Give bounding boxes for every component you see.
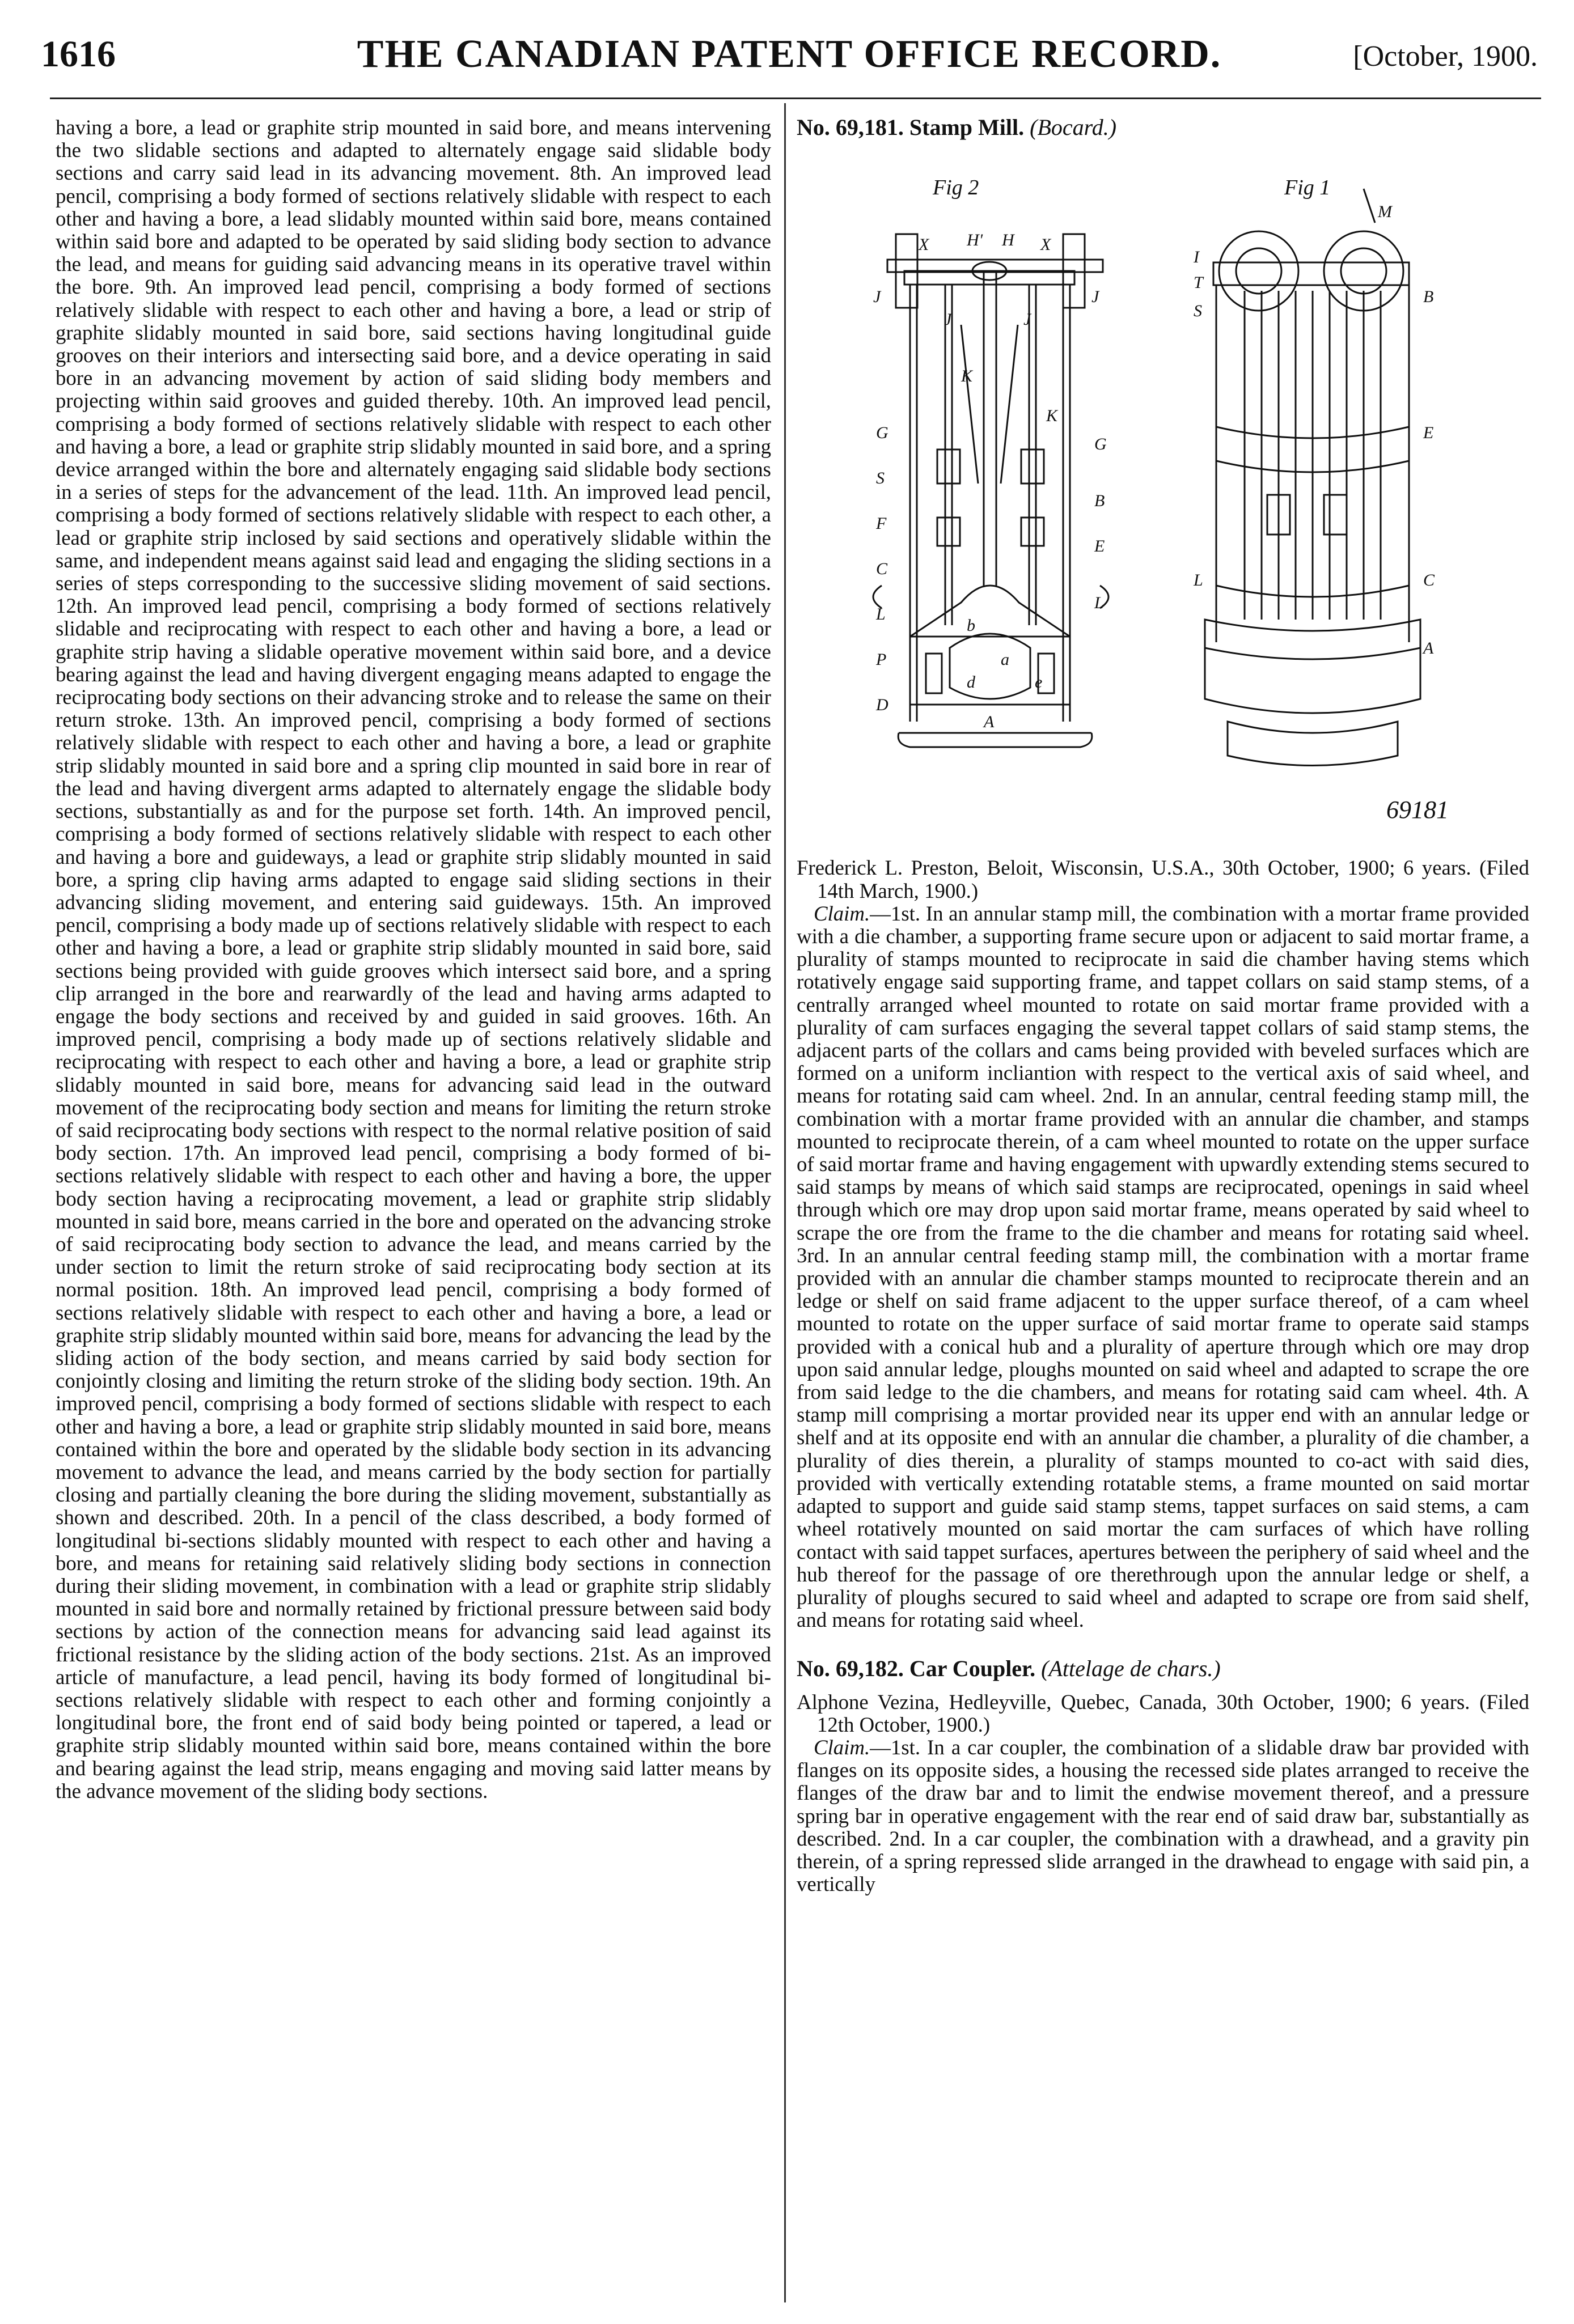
fig2-label: G: [876, 423, 888, 443]
fig2-label: E: [1094, 537, 1105, 556]
column-divider: [784, 103, 786, 2302]
fig1-label: E: [1423, 423, 1434, 443]
patent-title: Car Coupler.: [909, 1656, 1036, 1682]
fig2-label: e: [1035, 673, 1043, 692]
fig2-label: b: [967, 616, 975, 635]
fig-1-caption: Fig 1: [1284, 176, 1331, 200]
header-rule: [50, 97, 1541, 99]
fig2-label: D: [876, 695, 888, 715]
claims-69181: [797, 902, 1529, 1632]
right-column: [797, 116, 1529, 2310]
patent-mark: 69181: [1386, 796, 1449, 824]
fig2-label: H': [967, 231, 983, 250]
fig2-label: L: [1094, 593, 1104, 613]
patent-number: No. 69,181.: [797, 116, 904, 140]
fig2-label: F: [876, 514, 887, 533]
fig2-label: K: [1046, 406, 1058, 426]
fig2-label: d: [967, 673, 975, 692]
fig1-label: L: [1194, 571, 1203, 590]
left-column: [56, 116, 771, 2310]
stamp-mill-drawing: [797, 155, 1529, 835]
fig2-label: J: [944, 310, 952, 329]
page-number: 1616: [41, 33, 116, 75]
fig2-label: J: [1023, 310, 1031, 329]
journal-title: THE CANADIAN PATENT OFFICE RECORD.: [357, 32, 1222, 76]
fig2-label: G: [1094, 435, 1107, 454]
fig1-label: T: [1194, 273, 1203, 292]
fig1-label: I: [1194, 248, 1199, 267]
patent-french-title: (Bocard.): [1030, 116, 1117, 140]
fig1-label: A: [1423, 639, 1434, 658]
fig-2-drawing: [873, 234, 1108, 747]
claim-text: —1st. In an annular stamp mill, the combination with a mortar frame provided with a die chamber, a supporting frame secure upon or adjacent to said mortar frame, a plurality of stamps mounted to reciprocate in said die chamber having stems which rotatively engage said supporting frame, and tappet collars on said stamp stems, of a centrally arranged wheel mounted to rotate on said mortar frame provided with a plurality of cam surfaces engaging the several tappet collars of said stamp stems, the adjacent parts of the collars and cams being provided with beveled surfaces which are formed on a uniform incliantion with respect to the vertical axis of said wheel, and means for rotating said cam wheel. 2nd. In an annular, central feeding stamp mill, the combination with a mortar frame provided with an annular die chamber, and stamps mounted to reciprocate therein, of a cam wheel mounted to rotate on the upper surface of said mortar frame and having engagement with upwardly extending stems secured to said stamps by means of which said stamps are reciprocated, openings in said wheel through which ore may drop upon said mortar frame, means operated by said wheel to scrape the ore from the frame to the die chamber and means for rotating said wheel. 3rd. In an annular central feeding stamp mill, the combination with a mortar frame provided with an annular die chamber stamps mounted to reciprocate therein and an ledge or shelf on said frame adjacent to the upper surface thereof, of a cam wheel mounted to rotate on the upper surface of said mortar frame to operate said stamps provided with a conical hub and a plurality of aperture through which ore may drop upon said annular ledge, ploughs mounted on said wheel and adapted to scrape the ore from said ledge to the die chambers, and means for rotating said cam wheel. 4th. A stamp mill comprising a mortar provided near its upper end with an annular ledge or shelf and at its opposite end with an annular die chamber, a plurality of die chamber, a plurality of dies therein, a plurality of stamps mounted to co-act with said dies, provided with vertically extending rotatable stems, a frame mounted on said mortar adapted to support and guide said stamp stems, tappet surfaces on said stems, a cam wheel rotatively mounted on said mortar the cam surfaces of which have rolling contact with said tappet surfaces, apertures between the periphery of said wheel and the hub thereof for the passage of ore therethrough upon the annular ledge or shelf, a plurality of ploughs secured to said wheel and adapted to scrape ore from said shelf, and means for rotating said wheel.: [797, 901, 1529, 1632]
fig2-label: X: [919, 235, 929, 255]
claims-69182: [797, 1736, 1529, 1895]
fig2-label: L: [876, 605, 886, 624]
inventor-69182: Alphone Vezina, Hedleyville, Quebec, Canada, 30th October, 1900; 6 years. (Filed 12th October, 1900.): [797, 1690, 1529, 1736]
fig2-label: P: [876, 650, 887, 669]
fig1-label: B: [1423, 287, 1434, 307]
patent-french-title: (Attelage de chars.): [1041, 1656, 1221, 1682]
fig1-label: S: [1194, 302, 1202, 321]
issue-date: [October, 1900.: [1353, 40, 1538, 73]
fig2-label: J: [873, 287, 881, 307]
patent-heading-69181: [797, 116, 1529, 139]
claim-text: —1st. In a car coupler, the combination of a slidable draw bar provided with flanges on its opposite sides, a housing the recessed side plates arranged to receive the flanges of the draw bar and to limit the endwise movement thereof, and a pressure spring bar in operative engagement with the rear end of said draw bar, substantially as described. 2nd. In a car coupler, the combination with a drawhead, and a gravity pin therein, of a spring repressed slide arranged in the drawhead to engage with said pin, a vertically: [797, 1735, 1529, 1896]
fig1-label: C: [1423, 571, 1435, 590]
fig2-label: A: [984, 713, 995, 732]
inventor-69181: Frederick L. Preston, Beloit, Wisconsin, U.S.A., 30th October, 1900; 6 years. (Filed 14th March, 1900.): [797, 856, 1529, 902]
fig-1-drawing: [1205, 189, 1420, 766]
claims-continuation: having a bore, a lead or graphite strip mounted in said bore, and means intervening the two slidable sections and adapted to alternately engage said slidable body sections and carry said lead in its advancing movement. 8th. An improved lead pencil, comprising a body formed of sections relatively slidable with respect to each other and having a bore, a lead slidably mounted within said bore, means contained within said bore and adapted to be operated by said sliding body section to advance the lead, and means for guiding said advancing means in its operative travel within the bore. 9th. An improved lead pencil, comprising a body formed of sections relatively slidable with respect to each other and having a bore, a lead or strip of graphite slidably mounted in said bore, said sections having longitudinal guide grooves on their interiors and intersecting said bore, and a device operating in said bore in an advancing movement by action of said sliding body members and projecting within said grooves and guided thereby. 10th. An improved lead pencil, comprising a body formed of sections relatively slidable with respect to each other and having a bore, a lead or graphite strip slidably mounted in said bore, and a spring device arranged within the bore and alternately engaging said slidable body sections in a series of steps for the advancement of the lead. 11th. An improved lead pencil, comprising a body formed of sections relatively slidable with respect to each other, a lead or graphite strip inclosed by said sections and operatively slidable within the same, and independent means against said lead and engaging the sliding sections in a series of steps corresponding to the successive sliding movement of said sections. 12th. An improved lead pencil, comprising a body formed of sections relatively slidable and reciprocating with respect to each other and having a bore, a lead or graphite strip having a slidable operative movement within said bore, and a device bearing against the lead and having divergent engaging means adapted to engage the reciprocating body sections on their advancing stroke and to release the same on their return stroke. 13th. An improved pencil, comprising a body formed of sections relatively slidable with respect to each other and having a bore, a lead or graphite strip slidably mounted in said bore and a spring clip mounted in said bore in rear of the lead and having divergent arms adapted to alternately engage the slidable body sections, substantially as and for the purpose set forth. 14th. An improved pencil, comprising a body formed of sections relatively slidable with respect to each other and having a bore and guideways, a lead or graphite strip slidably mounted in said bore, a spring clip having arms adapted to engage said sliding sections in their advancing sliding movement, and entering said guideways. 15th. An improved pencil, comprising a body made up of sections relatively slidable with respect to each other and having a bore, a lead or graphite strip slidably mounted in said bore, said sections being provided with guide grooves which intersect said bore, and a spring clip arranged in the bore and rearwardly of the lead and having arms adapted to engage the body sections and received by and guided in said grooves. 16th. An improved pencil, comprising a body made up of sections relatively slidable and reciprocating with respect to each other and having a bore, a lead or graphite strip slidably mounted in said bore, means for advancing said lead in the outward movement of the reciprocating body section and means for limiting the return stroke of said reciprocating body sections with respect to the normal relative position of said body section. 17th. An improved lead pencil, comprising a body formed of bi-sections relatively slidable with respect to each other and having a bore, the upper body section having a reciprocating movement, a lead or graphite strip slidably mounted in said bore, means carried in the bore and operated on the advancing stroke of said reciprocating body section to advance the lead, and means carried by the under section to limit the return stroke of said reciprocating body section at its normal position. 18th. An improved lead pencil, comprising a body formed of sections relatively slidable with respect to each other and having a bore, a lead or graphite strip slidably mounted within said bore, means for advancing the lead by the sliding action of the body section, and means carried by said body section for conjointly closing and limiting the return stroke of the sliding body section. 19th. An improved pencil, comprising a body formed of sections slidable with respect to each other and having a bore, a lead or graphite strip slidably mounted in said bore, means contained within the bore and operated by the slidable body section in its advancing movement to advance the lead, and means carried by the body section for partially closing and partially cleaning the bore during the sliding movement, substantially as shown and described. 20th. In a pencil of the class described, a body formed of longitudinal bi-sections slidably mounted with respect to each other and having a bore, and means for retaining said relatively sliding body sections in connection during their sliding movement, in combination with a lead or graphite strip slidably mounted in said bore and normally retained by frictional pressure between said body sections by action of the connection means for advancing said lead against its frictional resistance by the sliding action of the body sections. 21st. As an improved article of manufacture, a lead pencil, having its body formed of longitudinal bi-sections relatively slidable with respect to each other and forming conjointly a longitudinal bore, the front end of said body being pointed or tapered, a lead or graphite strip slidably mounted within said bore, means contained within the bore and bearing against the lead strip, means engaging and moving said latter means by the advance movement of the sliding body sections.: [56, 116, 771, 1803]
fig2-label: J: [1091, 287, 1099, 307]
fig2-label: X: [1040, 235, 1051, 255]
patent-heading-69182: [797, 1657, 1529, 1680]
fig2-label: a: [1001, 650, 1009, 669]
fig2-label: C: [876, 559, 888, 579]
patent-number: No. 69,182.: [797, 1656, 904, 1682]
fig2-label: B: [1094, 491, 1105, 511]
page-header: [41, 27, 1538, 90]
fig2-label: S: [876, 469, 885, 488]
claim-label: Claim.: [814, 1735, 870, 1759]
fig1-label: M: [1378, 202, 1392, 222]
claim-label: Claim.: [814, 901, 870, 925]
fig2-label: K: [961, 367, 973, 386]
fig2-label: H: [1002, 231, 1014, 250]
fig-2-caption: Fig 2: [933, 176, 979, 200]
patent-title: Stamp Mill.: [909, 116, 1025, 140]
